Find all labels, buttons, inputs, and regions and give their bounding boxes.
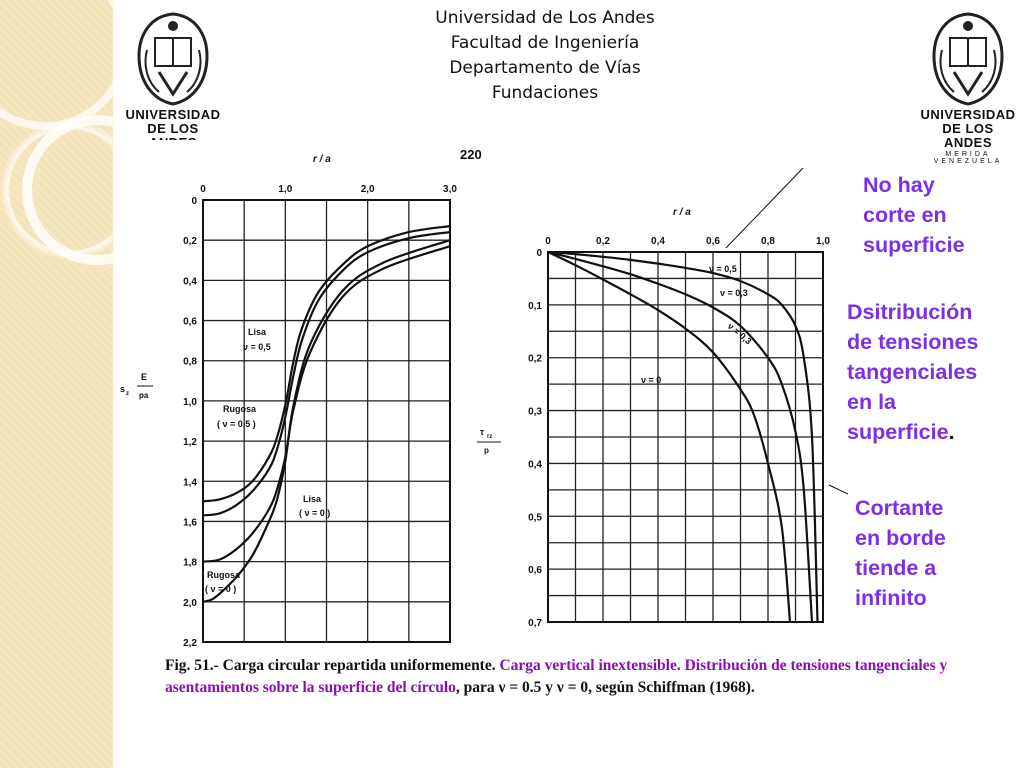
settlement-y-tick-label: 1,2 <box>183 437 197 449</box>
shear-grid <box>548 252 823 622</box>
settlement-y-tick-label: 2,2 <box>183 638 197 649</box>
ann-shear-nu0: ν = 0 <box>641 375 662 385</box>
page-number: 220 <box>460 147 482 162</box>
note-cortante-line2: en borde <box>855 526 946 550</box>
settlement-x-tick-label: 3,0 <box>443 184 457 195</box>
shear-top-axis-label: r / a <box>673 207 691 218</box>
settlement-y-tick-label: 0,6 <box>183 316 197 328</box>
settlement-y-tick-label: 1,4 <box>183 477 197 489</box>
shear-y-tick-label: 0 <box>536 248 542 259</box>
note-cortante-line1: Cortante <box>855 496 944 520</box>
settlement-y-tick-label: 1,6 <box>183 517 197 529</box>
figure-canvas <box>113 140 848 655</box>
settlement-y-tick-label: 0,4 <box>183 276 197 288</box>
settlement-y-tick-label: 0,8 <box>183 356 197 368</box>
settlement-x-ticks <box>200 184 457 195</box>
shear-y-tick-label: 0,7 <box>528 618 542 629</box>
shear-y-tick-label: 0,1 <box>528 300 542 312</box>
header-department: Departamento de Vías <box>449 58 641 78</box>
note-cortante <box>855 493 946 613</box>
shear-stress-chart <box>477 207 830 629</box>
ann-rugosa-0-l2: ( ν = 0 ) <box>205 584 237 594</box>
university-logo-right <box>920 10 1016 165</box>
settlement-x-tick-label: 1,0 <box>278 184 293 195</box>
settlement-y-tick-label: 0 <box>191 196 197 207</box>
note-no-corte <box>863 170 965 260</box>
shear-y-tick-label: 0,5 <box>528 512 542 524</box>
ann-rugosa-05-l1: Rugosa <box>223 404 257 414</box>
ann-lisa-05-l1: Lisa <box>248 327 267 337</box>
settlement-x-tick-label: 2,0 <box>360 184 375 195</box>
slide-header <box>380 6 710 106</box>
ann-lisa-05-l2: ν = 0,5 <box>243 342 271 352</box>
side-ring-top <box>0 0 130 130</box>
shear-x-tick-label: 0 <box>545 236 551 247</box>
pointer-cortante <box>829 485 848 494</box>
shear-ylabel-sub: rz <box>487 434 493 440</box>
note-distribucion-line2: de tensiones <box>847 330 979 354</box>
ann-lisa-0-l2: ( ν = 0 ) <box>299 508 331 518</box>
shear-ylabel-tau: τ <box>480 427 485 437</box>
settlement-y-tick-label: 1,0 <box>183 396 197 408</box>
note-cortante-line4: infinito <box>855 586 927 610</box>
caption-part5: , para ν = 0.5 y ν = 0, según Schiffman (1968). <box>455 679 755 696</box>
shear-x-tick-label: 1,0 <box>816 236 830 247</box>
figure-scan <box>113 140 848 655</box>
caption-part2: Carga vertical inextensible. <box>499 657 681 674</box>
note-distribucion-period: . <box>948 420 955 444</box>
note-distribucion <box>847 297 978 447</box>
settlement-chart <box>120 154 457 649</box>
shear-y-tick-label: 0,3 <box>528 406 542 418</box>
settlement-ylabel-s: s <box>120 384 126 394</box>
note-cortante-line3: tiende a <box>855 556 937 580</box>
shear-x-tick-label: 0,6 <box>706 236 720 247</box>
ann-shear-nu05: ν = 0,5 <box>709 264 737 274</box>
logo-name-line1: UNIVERSIDAD <box>125 107 221 122</box>
university-seal-icon <box>928 10 1008 108</box>
shear-x-ticks <box>545 236 830 247</box>
settlement-top-axis-label: r / a <box>313 154 331 165</box>
settlement-ylabel-frac-num: E <box>141 372 148 382</box>
settlement-ylabel-frac-den: pa <box>139 391 149 400</box>
settlement-y-ticks <box>183 196 197 649</box>
shear-ylabel-den: p <box>484 446 489 455</box>
caption-part1: Fig. 51.- Carga circular repartida uniformemente. <box>165 657 500 674</box>
header-university: Universidad de Los Andes <box>435 8 655 28</box>
note-no-corte-line1: No hay <box>863 173 935 197</box>
logo-name-line2: DE LOS <box>147 121 199 136</box>
settlement-y-tick-label: 2,0 <box>183 597 197 609</box>
shear-y-tick-label: 0,4 <box>528 459 542 471</box>
shear-y-ticks <box>528 248 542 629</box>
figure-caption <box>165 655 997 699</box>
side-decoration <box>0 0 113 768</box>
shear-y-axis-label <box>477 427 501 455</box>
shear-x-tick-label: 0,4 <box>651 236 665 247</box>
note-no-corte-line3: superficie <box>863 233 965 257</box>
shear-x-tick-label: 0,8 <box>761 236 775 247</box>
note-distribucion-line1: Dsitribución <box>847 300 973 324</box>
caption-part4: Distribución de tensiones tangenciales y asentamientos sobre la superficie del círculo <box>165 657 948 696</box>
ann-rugosa-0-l1: Rugosa <box>207 570 241 580</box>
logo-place: MERIDA VENEZUELA <box>933 151 1003 165</box>
ann-shear-nu03a: ν = 0,3 <box>720 288 748 298</box>
shear-y-tick-label: 0,2 <box>528 353 542 365</box>
header-course: Fundaciones <box>491 83 599 103</box>
settlement-y-tick-label: 0,2 <box>183 236 197 248</box>
university-seal-icon <box>133 10 213 108</box>
settlement-ylabel-sub: z <box>126 391 129 397</box>
settlement-x-tick-label: 0 <box>200 184 206 195</box>
shear-y-tick-label: 0,6 <box>528 565 542 577</box>
ann-rugosa-05-l2: ( ν = 0,5 ) <box>217 419 256 429</box>
header-faculty: Facultad de Ingeniería <box>450 33 640 53</box>
note-distribucion-line4: en la <box>847 390 896 414</box>
note-distribucion-line3: tangenciales <box>847 360 978 384</box>
ann-lisa-0-l1: Lisa <box>303 494 322 504</box>
note-distribucion-line5: superficie <box>847 420 949 444</box>
logo-name-line1: UNIVERSIDAD <box>920 107 1016 122</box>
settlement-y-tick-label: 1,8 <box>183 557 197 569</box>
logo-name-line2: DE LOS ANDES <box>942 121 994 150</box>
settlement-y-axis-label <box>120 372 153 400</box>
note-no-corte-line2: corte en <box>863 203 947 227</box>
ann-shear-nu03b: ν = 0,3 <box>725 320 754 347</box>
shear-x-tick-label: 0,2 <box>596 236 610 247</box>
